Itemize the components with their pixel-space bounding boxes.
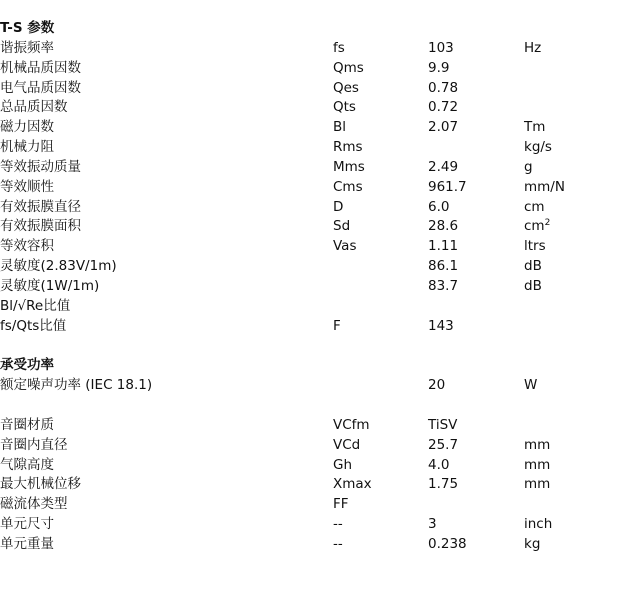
param-symbol: D xyxy=(333,198,344,215)
param-value: 1.75 xyxy=(428,476,459,493)
spec-sheet xyxy=(0,19,620,555)
param-unit-text: inch xyxy=(524,516,553,533)
param-symbol: Qms xyxy=(333,59,364,76)
param-name: 灵敏度(2.83V/1m) xyxy=(0,258,117,275)
param-value: 2.07 xyxy=(428,119,459,136)
param-unit-text: cm xyxy=(524,218,545,235)
param-unit-text: mm xyxy=(524,476,551,493)
section-gap xyxy=(0,337,620,357)
param-value: 103 xyxy=(428,39,454,56)
param-value: 0.238 xyxy=(428,535,467,552)
param-unit xyxy=(524,138,552,158)
spec-row xyxy=(0,535,620,555)
param-unit-text: mm/N xyxy=(524,178,565,195)
param-unit-text: ltrs xyxy=(524,238,546,255)
param-unit xyxy=(524,158,533,178)
spec-row xyxy=(0,98,620,118)
param-value: 9.9 xyxy=(428,59,450,76)
param-unit xyxy=(524,237,546,257)
param-unit xyxy=(524,515,552,535)
param-value: 20 xyxy=(428,377,446,394)
param-name: 音圈材质 xyxy=(0,416,54,433)
param-name: 机械品质因数 xyxy=(0,59,81,76)
param-name: Bl/√Re比值 xyxy=(0,297,71,314)
spec-row xyxy=(0,198,620,218)
param-unit xyxy=(524,178,565,198)
param-symbol: -- xyxy=(333,535,343,552)
param-unit xyxy=(524,217,550,237)
param-symbol: -- xyxy=(333,516,343,533)
param-unit xyxy=(524,257,542,277)
spec-row xyxy=(0,475,620,495)
param-name: 总品质因数 xyxy=(0,99,68,116)
param-symbol: Sd xyxy=(333,218,351,235)
spec-row xyxy=(0,436,620,456)
param-name: 音圈内直径 xyxy=(0,436,68,453)
spec-row xyxy=(0,317,620,337)
param-unit-text: dB xyxy=(524,258,542,275)
param-symbol: Gh xyxy=(333,456,353,473)
param-name: 等效顺性 xyxy=(0,178,54,195)
param-name: 等效容积 xyxy=(0,238,54,255)
param-symbol: Qes xyxy=(333,79,359,96)
param-unit-text: W xyxy=(524,377,538,394)
param-value: TiSV xyxy=(428,416,458,433)
param-value: 25.7 xyxy=(428,436,459,453)
param-unit-text: dB xyxy=(524,277,542,294)
param-unit-text: mm xyxy=(524,456,551,473)
param-symbol: Vas xyxy=(333,238,357,255)
param-symbol: Mms xyxy=(333,158,365,175)
param-name: 灵敏度(1W/1m) xyxy=(0,277,100,294)
param-unit xyxy=(524,436,550,456)
param-name: 单元尺寸 xyxy=(0,516,54,533)
spec-row xyxy=(0,376,620,396)
spec-row xyxy=(0,217,620,237)
param-value: 3 xyxy=(428,516,437,533)
param-value: 6.0 xyxy=(428,198,450,215)
param-symbol: VCfm xyxy=(333,416,370,433)
param-unit xyxy=(524,118,545,138)
spec-row xyxy=(0,138,620,158)
param-unit-text: kg/s xyxy=(524,139,552,156)
spec-row xyxy=(0,416,620,436)
spec-row xyxy=(0,237,620,257)
param-symbol: Rms xyxy=(333,139,363,156)
param-symbol: Cms xyxy=(333,178,363,195)
spec-row xyxy=(0,118,620,138)
param-value: 86.1 xyxy=(428,258,459,275)
param-unit-text: kg xyxy=(524,535,541,552)
param-symbol: fs xyxy=(333,39,345,56)
section-title: T-S 参数 xyxy=(0,20,55,36)
param-unit xyxy=(524,39,541,59)
spec-row xyxy=(0,39,620,59)
param-value: 28.6 xyxy=(428,218,459,235)
param-name: fs/Qts比值 xyxy=(0,317,67,334)
param-unit-text: mm xyxy=(524,436,551,453)
param-symbol: F xyxy=(333,317,341,334)
param-unit xyxy=(524,456,550,476)
param-name: 电气品质因数 xyxy=(0,79,81,96)
param-value: 961.7 xyxy=(428,178,467,195)
param-name: 谐振频率 xyxy=(0,39,54,56)
param-symbol: Xmax xyxy=(333,476,372,493)
param-value: 1.11 xyxy=(428,238,459,255)
param-name: 磁流体类型 xyxy=(0,496,68,513)
param-symbol: VCd xyxy=(333,436,361,453)
spec-row xyxy=(0,495,620,515)
param-unit-exponent: 2 xyxy=(544,218,551,229)
param-unit-text: g xyxy=(524,158,533,175)
param-symbol: Qts xyxy=(333,99,356,116)
param-value: 0.78 xyxy=(428,79,459,96)
param-name: 气隙高度 xyxy=(0,456,54,473)
param-value: 4.0 xyxy=(428,456,450,473)
param-name: 等效振动质量 xyxy=(0,158,81,175)
spec-row xyxy=(0,59,620,79)
param-name: 有效振膜直径 xyxy=(0,198,81,215)
spec-row xyxy=(0,79,620,99)
spec-row xyxy=(0,456,620,476)
param-value: 83.7 xyxy=(428,277,459,294)
spec-row xyxy=(0,515,620,535)
param-unit-text: Hz xyxy=(524,39,542,56)
param-name: 磁力因数 xyxy=(0,119,54,136)
spec-row xyxy=(0,277,620,297)
param-unit xyxy=(524,277,542,297)
param-unit-text: cm xyxy=(524,198,545,215)
param-unit xyxy=(524,376,537,396)
spec-row xyxy=(0,158,620,178)
param-symbol: Bl xyxy=(333,119,347,136)
param-value: 0.72 xyxy=(428,99,459,116)
param-symbol: FF xyxy=(333,496,349,513)
param-value: 143 xyxy=(428,317,454,334)
param-name: 额定噪声功率 (IEC 18.1) xyxy=(0,377,153,394)
param-unit xyxy=(524,535,540,555)
section-title: 承受功率 xyxy=(0,357,54,374)
spec-row xyxy=(0,178,620,198)
param-name: 机械力阻 xyxy=(0,139,54,156)
param-name: 单元重量 xyxy=(0,535,54,552)
param-value: 2.49 xyxy=(428,158,459,175)
section-gap xyxy=(0,396,620,416)
param-name: 最大机械位移 xyxy=(0,476,81,493)
param-unit xyxy=(524,198,545,218)
spec-row xyxy=(0,257,620,277)
spec-row xyxy=(0,297,620,317)
param-unit xyxy=(524,475,550,495)
param-name: 有效振膜面积 xyxy=(0,218,81,235)
param-unit-text: Tm xyxy=(524,119,546,136)
